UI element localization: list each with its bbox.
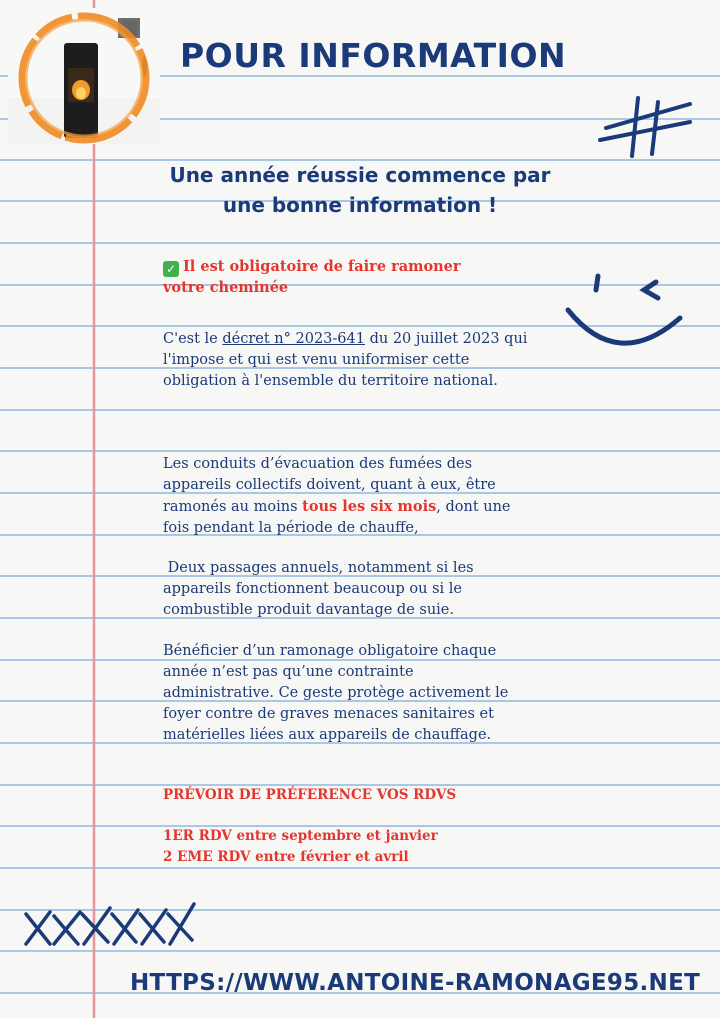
first-appointment: 1ER RDV entre septembre et janvier bbox=[163, 828, 438, 844]
collective-before: Les conduits d’évacuation des fumées des appareils collectifs doivent, quant à eux, être ramonés au moins bbox=[163, 456, 496, 515]
decree-prefix: C'est le bbox=[163, 331, 223, 347]
obligation-heading bbox=[163, 256, 528, 298]
appointments-list bbox=[163, 826, 528, 868]
hashtag-doodle-icon bbox=[594, 92, 694, 162]
website-link[interactable]: HTTPS://WWW.ANTOINE-RAMONAGE95.NET bbox=[130, 970, 701, 996]
check-mark-icon: ✓ bbox=[163, 261, 179, 277]
page-title: POUR INFORMATION bbox=[180, 36, 567, 75]
stove-photo bbox=[8, 8, 160, 144]
obligation-line-1: Il est obligatoire de faire ramoner bbox=[183, 258, 461, 275]
six-months-highlight: tous les six mois bbox=[302, 498, 437, 515]
subtitle bbox=[110, 160, 610, 220]
cross-marks-doodle-icon bbox=[20, 900, 200, 950]
decree-link[interactable]: décret n° 2023-641 bbox=[222, 331, 365, 347]
subtitle-line-1: Une année réussie commence par bbox=[169, 163, 551, 187]
appointments-heading: PRÉVOIR DE PRÉFERENCE VOS RDVS bbox=[163, 787, 457, 803]
decree-paragraph bbox=[163, 329, 528, 392]
decree-suffix: du 20 juillet 2023 qui l'impose et qui est venu uniformiser cette obligation à l'ensemble du territoire national. bbox=[163, 331, 528, 389]
two-passes-paragraph: Deux passages annuels, notamment si les appareils fonctionnent beaucoup ou si le combustible produit davantage de suie. bbox=[163, 560, 479, 618]
benefit-paragraph: Bénéficier d’un ramonage obligatoire chaque année n’est pas qu’une contrainte administrative. Ce geste protège activement le foyer contre de graves menaces sanitaires et matérielles liées aux appareils de chauffage. bbox=[163, 643, 509, 743]
obligation-line-2: votre cheminée bbox=[163, 279, 289, 296]
collective-paragraph bbox=[163, 454, 528, 539]
collective-after: , dont une fois pendant la période de chauffe, bbox=[163, 499, 511, 536]
winking-smiley-icon bbox=[560, 268, 684, 354]
subtitle-line-2: une bonne information ! bbox=[222, 193, 498, 217]
second-appointment: 2 EME RDV entre février et avril bbox=[163, 849, 409, 865]
